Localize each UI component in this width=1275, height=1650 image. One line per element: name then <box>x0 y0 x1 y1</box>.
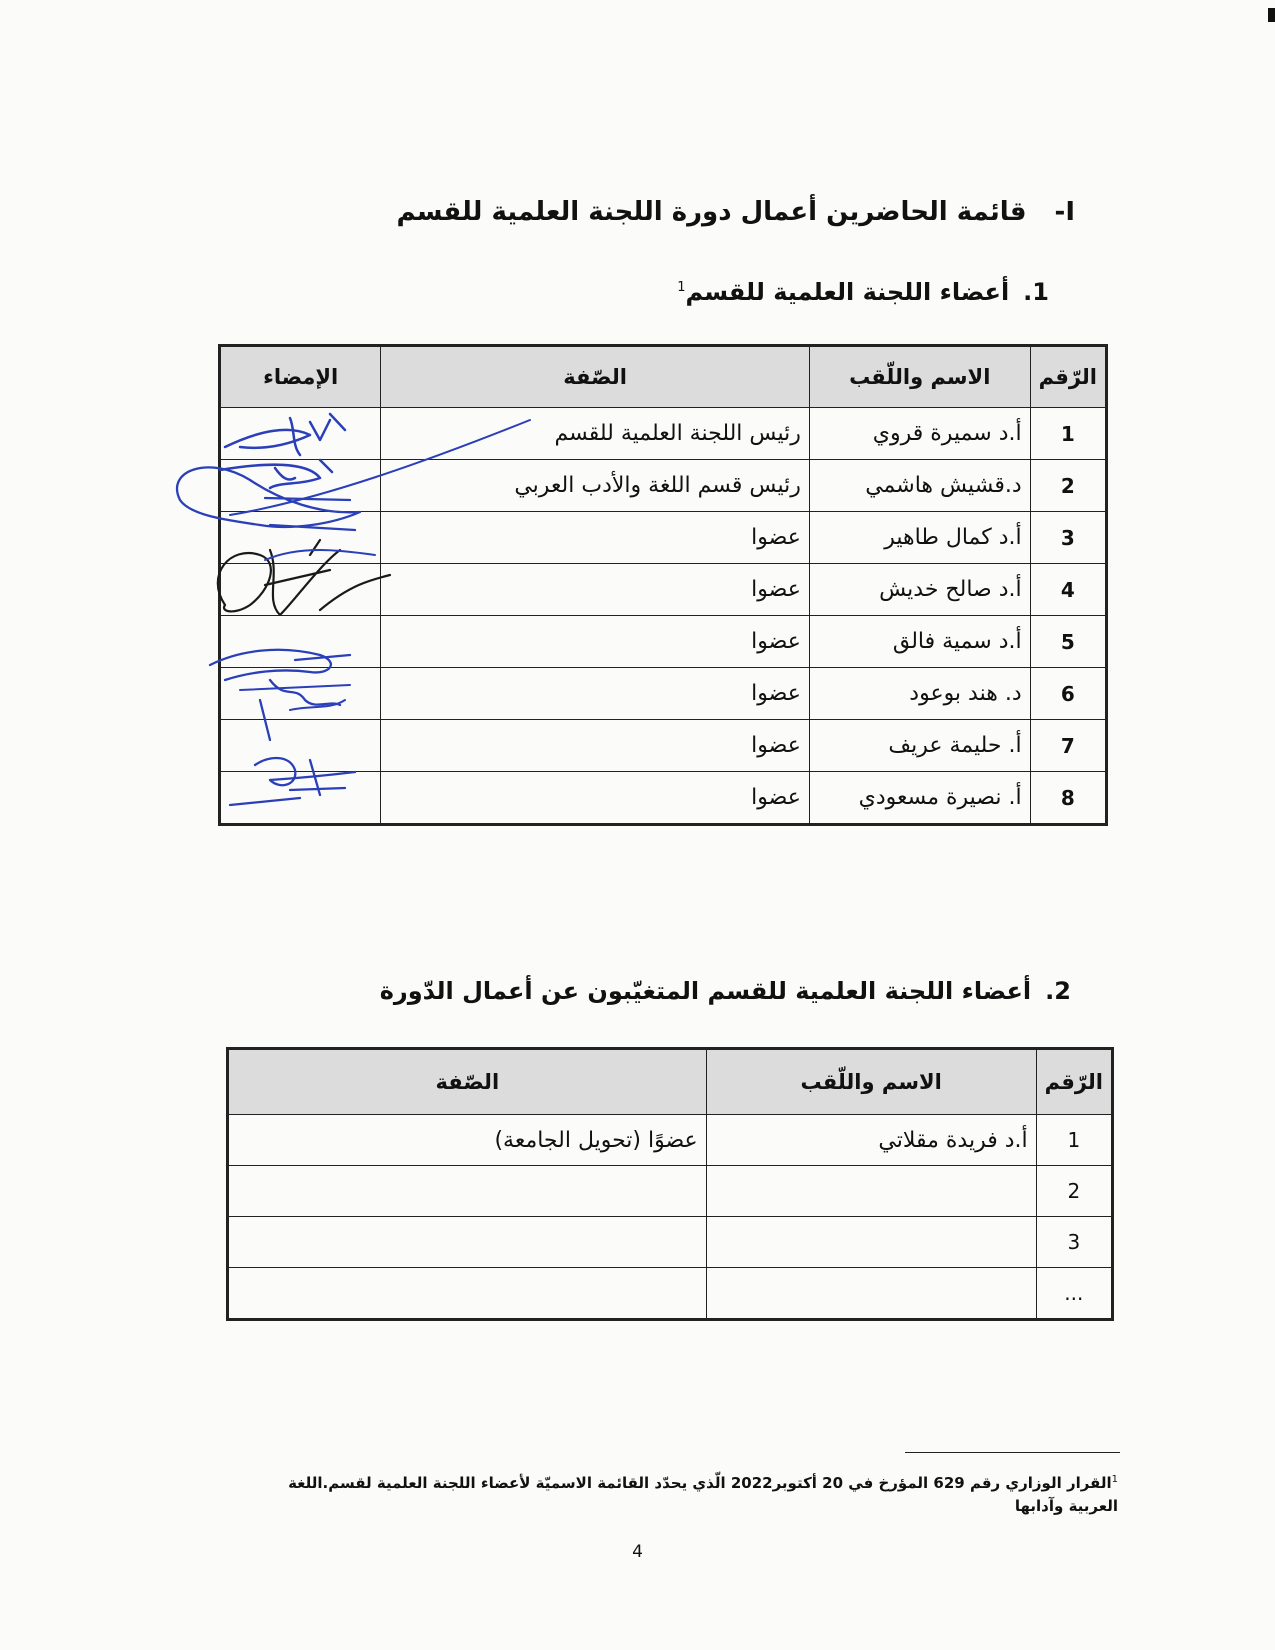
member-name: أ.د كمال طاهير <box>809 512 1030 564</box>
footnote-divider <box>905 1452 1120 1453</box>
row-number: 1 <box>1030 408 1106 460</box>
table-row <box>220 460 1107 512</box>
scan-corner-mark <box>1268 8 1275 22</box>
section-heading <box>396 197 1075 227</box>
member-name <box>706 1217 1036 1268</box>
table-row <box>228 1166 1113 1217</box>
member-role: عضوا <box>381 564 810 616</box>
member-role <box>228 1166 707 1217</box>
member-role: عضوا <box>381 512 810 564</box>
member-name: أ.د سمية فالق <box>809 616 1030 668</box>
signature-cell <box>220 668 381 720</box>
header-signature: الإمضاء <box>220 346 381 408</box>
member-name: أ. حليمة عريف <box>809 720 1030 772</box>
row-number: ... <box>1036 1268 1112 1320</box>
subsection-2-heading <box>380 977 1071 1005</box>
signature-cell <box>220 512 381 564</box>
row-number: 2 <box>1036 1166 1112 1217</box>
table-row <box>220 408 1107 460</box>
signature-cell <box>220 772 381 825</box>
footnote-reference: 1 <box>677 280 686 295</box>
subsection-1-title: أعضاء اللجنة العلمية للقسم <box>685 278 1010 306</box>
signature-cell <box>220 616 381 668</box>
header-number: الرّقم <box>1030 346 1106 408</box>
absent-members-table <box>226 1047 1114 1321</box>
table-row <box>220 512 1107 564</box>
footnote <box>268 1472 1118 1519</box>
members-table-header <box>220 346 1107 408</box>
footnote-marker: 1 <box>1111 1474 1118 1485</box>
signature-cell <box>220 460 381 512</box>
member-role: رئيس اللجنة العلمية للقسم <box>381 408 810 460</box>
table-row <box>220 564 1107 616</box>
footnote-text: القرار الوزاري رقم 629 المؤرخ في 20 أكتوبر2022 الّذي يحدّد القائمة الاسميّة لأعضاء اللجنة العلمية لقسم.اللغة العربية وآدابها <box>288 1474 1118 1516</box>
table-row <box>220 720 1107 772</box>
table-row <box>220 772 1107 825</box>
table-row <box>228 1268 1113 1320</box>
row-number: 3 <box>1030 512 1106 564</box>
row-number: 5 <box>1030 616 1106 668</box>
subsection-2-number: 2. <box>1045 977 1071 1005</box>
row-number: 8 <box>1030 772 1106 825</box>
table-row <box>228 1217 1113 1268</box>
member-role: عضوا <box>381 720 810 772</box>
member-name: أ. نصيرة مسعودي <box>809 772 1030 825</box>
member-name: أ.د فريدة مقلاتي <box>706 1115 1036 1166</box>
table-row <box>220 616 1107 668</box>
row-number: 7 <box>1030 720 1106 772</box>
row-number: 6 <box>1030 668 1106 720</box>
header-role: الصّفة <box>228 1049 707 1115</box>
member-role: عضوا <box>381 772 810 825</box>
members-table <box>218 344 1108 826</box>
row-number: 4 <box>1030 564 1106 616</box>
signature-cell <box>220 564 381 616</box>
member-role <box>228 1217 707 1268</box>
row-number: 2 <box>1030 460 1106 512</box>
section-title: قائمة الحاضرين أعمال دورة اللجنة العلمية للقسم <box>396 197 1027 227</box>
member-role: عضوا <box>381 668 810 720</box>
page-number: 4 <box>632 1542 643 1562</box>
member-name: أ.د سميرة قروي <box>809 408 1030 460</box>
subsection-1-number: 1. <box>1023 278 1049 306</box>
signature-cell <box>220 720 381 772</box>
subsection-2-title: أعضاء اللجنة العلمية للقسم المتغيّبون عن أعمال الدّورة <box>379 977 1032 1005</box>
header-name: الاسم واللّقب <box>809 346 1030 408</box>
header-number: الرّقم <box>1036 1049 1112 1115</box>
section-number: I- <box>1054 197 1075 227</box>
header-role: الصّفة <box>381 346 810 408</box>
member-role <box>228 1268 707 1320</box>
row-number: 1 <box>1036 1115 1112 1166</box>
row-number: 3 <box>1036 1217 1112 1268</box>
member-name: د.قشيش هاشمي <box>809 460 1030 512</box>
table-row <box>220 668 1107 720</box>
signature-cell <box>220 408 381 460</box>
member-name <box>706 1268 1036 1320</box>
member-role: عضوا <box>381 616 810 668</box>
member-name: أ.د صالح خديش <box>809 564 1030 616</box>
header-name: الاسم واللّقب <box>706 1049 1036 1115</box>
absent-table-header <box>228 1049 1113 1115</box>
member-role: رئيس قسم اللغة والأدب العربي <box>381 460 810 512</box>
table-row <box>228 1115 1113 1166</box>
subsection-1-heading <box>677 278 1049 306</box>
member-role: عضوًا (تحويل الجامعة) <box>228 1115 707 1166</box>
member-name: د. هند بوعود <box>809 668 1030 720</box>
member-name <box>706 1166 1036 1217</box>
